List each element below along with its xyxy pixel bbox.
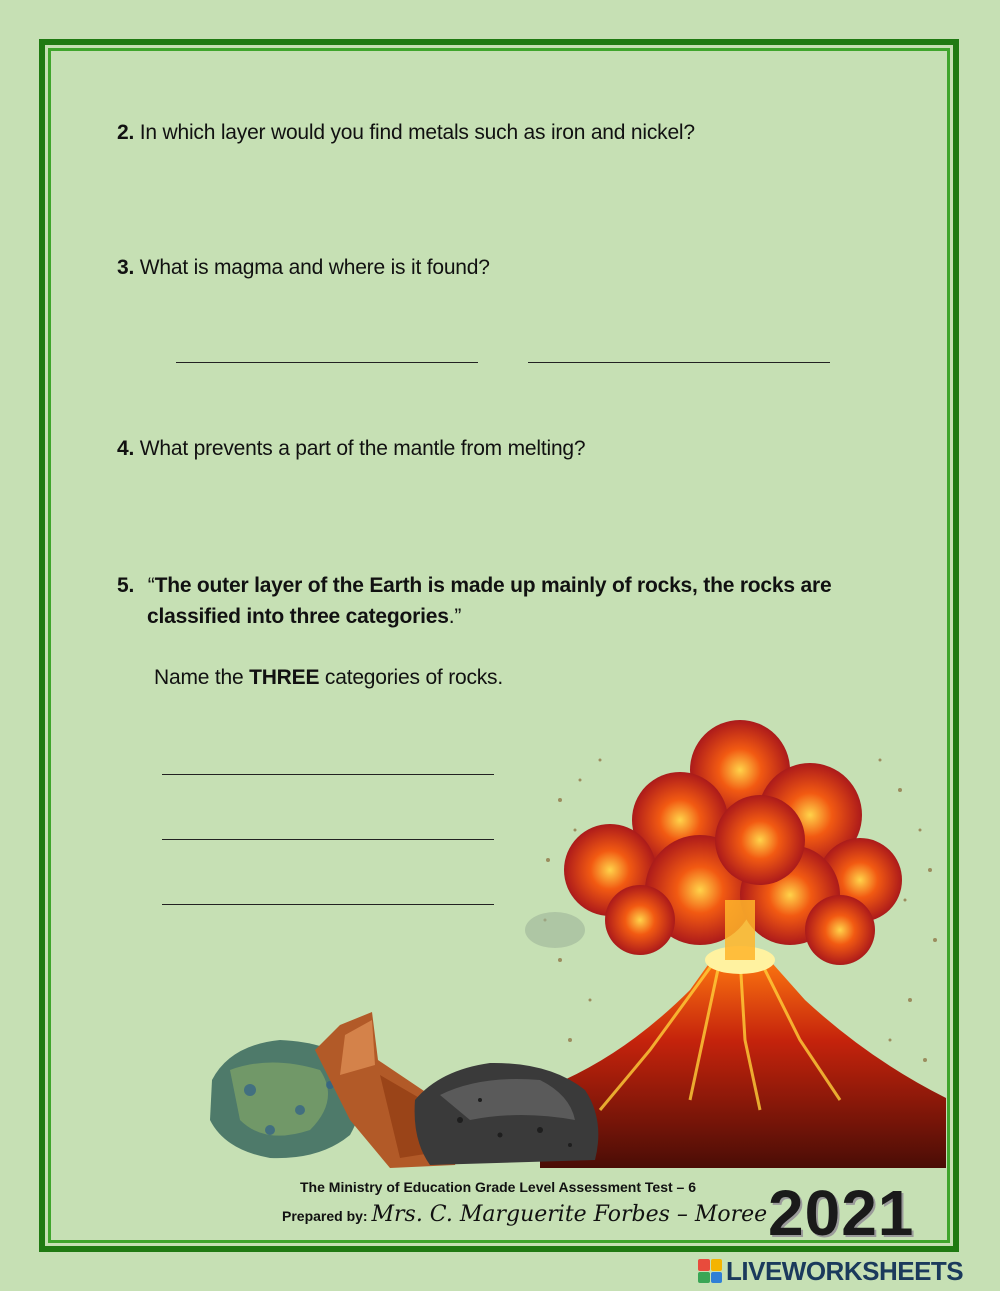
- liveworksheets-logo-icon: [698, 1259, 722, 1283]
- question-number: 3.: [117, 256, 135, 279]
- question-text: In which layer would you find metals such as iron and nickel?: [139, 121, 695, 144]
- prompt-text-end: categories of rocks.: [319, 666, 503, 689]
- prepared-label: Prepared by:: [282, 1208, 372, 1224]
- question-number: 2.: [117, 121, 135, 144]
- quote-close: .”: [448, 605, 462, 628]
- prompt-text: Name the: [154, 666, 250, 689]
- quote-line-1: The outer layer of the Earth is made up mainly of rocks, the rocks are: [154, 574, 832, 597]
- question-number: 5.: [117, 574, 135, 597]
- footer-prepared: [282, 1202, 767, 1227]
- question-text: What is magma and where is it found?: [139, 256, 490, 279]
- prepared-name: Mrs. C. Marguerite Forbes – Moree: [371, 1202, 768, 1227]
- year-label: 2021: [768, 1177, 915, 1249]
- rocks-illustration: [210, 1012, 598, 1168]
- quote-line-2: classified into three categories: [147, 605, 449, 628]
- liveworksheets-brand[interactable]: [698, 1257, 963, 1285]
- question-number: 4.: [117, 437, 135, 460]
- question-text: What prevents a part of the mantle from melting?: [139, 437, 586, 460]
- brand-name: LIVEWORKSHEETS: [726, 1255, 964, 1286]
- prompt-emphasis: THREE: [249, 666, 320, 689]
- quote-open: “: [147, 574, 155, 597]
- footer-ministry: The Ministry of Education Grade Level Assessment Test – 6: [300, 1179, 697, 1195]
